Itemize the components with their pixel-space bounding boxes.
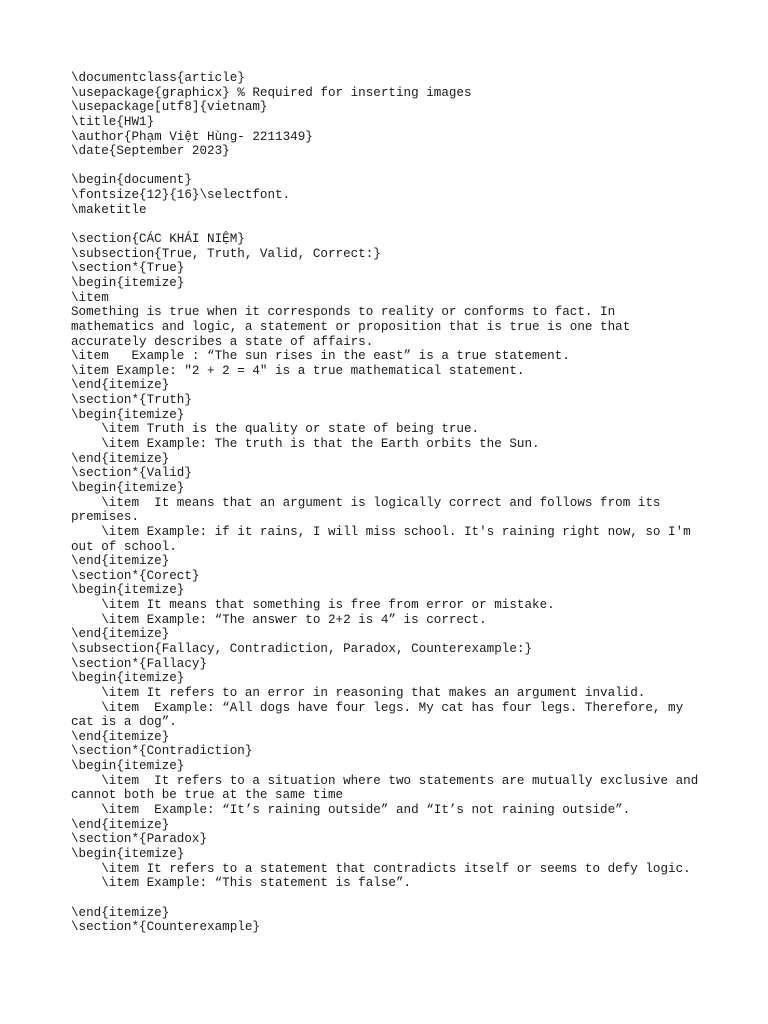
source-line: \maketitle bbox=[71, 202, 147, 217]
source-line: \section*{Truth} bbox=[71, 393, 192, 408]
source-line: cannot both be true at the same time bbox=[71, 788, 344, 803]
source-line: \begin{itemize} bbox=[71, 846, 185, 861]
source-line bbox=[71, 159, 731, 174]
source-line: \begin{itemize} bbox=[71, 671, 185, 686]
source-line: \end{itemize} bbox=[71, 554, 170, 569]
source-line: \item Example: “It’s raining outside” and “It’s not raining outside”. bbox=[71, 803, 631, 818]
source-line: \item It refers to a situation where two statements are mutually exclusive and bbox=[71, 773, 699, 788]
source-line: \usepackage[utf8]{vietnam} bbox=[71, 100, 268, 115]
source-line: \begin{itemize} bbox=[71, 583, 185, 598]
source-line: \item Example: “This statement is false”. bbox=[71, 876, 412, 891]
source-line: \date{September 2023} bbox=[71, 144, 230, 159]
source-line: \end{itemize} bbox=[71, 905, 170, 920]
source-line: \item Example: "2 + 2 = 4" is a true mathematical statement. bbox=[71, 363, 525, 378]
source-line: \item Example: if it rains, I will miss school. It's raining right now, so I'm bbox=[71, 524, 691, 539]
source-line: \section*{Valid} bbox=[71, 466, 192, 481]
source-line: \section*{True} bbox=[71, 261, 185, 276]
source-line: \begin{itemize} bbox=[71, 759, 185, 774]
source-line: \item It refers to a statement that contradicts itself or seems to defy logic. bbox=[71, 861, 691, 876]
source-line: \end{itemize} bbox=[71, 451, 170, 466]
source-line: \end{itemize} bbox=[71, 817, 170, 832]
source-line: premises. bbox=[71, 510, 140, 525]
source-line: \author{Phạm Việt Hùng- 2211349} bbox=[71, 129, 313, 144]
source-line: \item bbox=[71, 290, 109, 305]
source-line: \fontsize{12}{16}\selectfont. bbox=[71, 188, 291, 203]
source-line: \end{itemize} bbox=[71, 627, 170, 642]
source-line: \section*{Contradiction} bbox=[71, 744, 253, 759]
source-line: \end{itemize} bbox=[71, 729, 170, 744]
source-line bbox=[71, 891, 731, 906]
latex-source-text bbox=[71, 71, 731, 935]
source-line bbox=[71, 217, 731, 232]
source-line: \subsection{True, Truth, Valid, Correct:} bbox=[71, 246, 381, 261]
source-line: \item Example: “All dogs have four legs. My cat has four legs. Therefore, my bbox=[71, 700, 684, 715]
source-line: \section*{Paradox} bbox=[71, 832, 208, 847]
source-line: \end{itemize} bbox=[71, 378, 170, 393]
source-line: cat is a dog”. bbox=[71, 715, 177, 730]
source-line: \item It refers to an error in reasoning that makes an argument invalid. bbox=[71, 685, 646, 700]
source-line: \item Example: The truth is that the Earth orbits the Sun. bbox=[71, 437, 540, 452]
source-line: \item Truth is the quality or state of being true. bbox=[71, 422, 480, 437]
source-line: \begin{document} bbox=[71, 173, 192, 188]
source-line: \begin{itemize} bbox=[71, 275, 185, 290]
source-line: \item It means that an argument is logically correct and follows from its bbox=[71, 495, 661, 510]
source-line: \usepackage{graphicx} % Required for inserting images bbox=[71, 85, 472, 100]
source-line: out of school. bbox=[71, 539, 177, 554]
source-line: \item Example : “The sun rises in the east” is a true statement. bbox=[71, 349, 570, 364]
source-line: \begin{itemize} bbox=[71, 480, 185, 495]
source-line: \subsection{Fallacy, Contradiction, Paradox, Counterexample:} bbox=[71, 641, 533, 656]
source-line: \item Example: “The answer to 2+2 is 4” is correct. bbox=[71, 612, 487, 627]
source-line: \section*{Corect} bbox=[71, 568, 200, 583]
source-line: mathematics and logic, a statement or proposition that is true is one that bbox=[71, 319, 631, 334]
source-line: accurately describes a state of affairs. bbox=[71, 334, 374, 349]
source-line: \section{CÁC KHÁI NIỆM} bbox=[71, 232, 245, 247]
source-line: \section*{Counterexample} bbox=[71, 920, 260, 935]
source-line: Something is true when it corresponds to reality or conforms to fact. In bbox=[71, 305, 616, 320]
source-line: \documentclass{article} bbox=[71, 71, 245, 85]
source-line: \item It means that something is free from error or mistake. bbox=[71, 598, 555, 613]
source-line: \section*{Fallacy} bbox=[71, 656, 208, 671]
source-line: \title{HW1} bbox=[71, 114, 155, 129]
source-line: \begin{itemize} bbox=[71, 407, 185, 422]
